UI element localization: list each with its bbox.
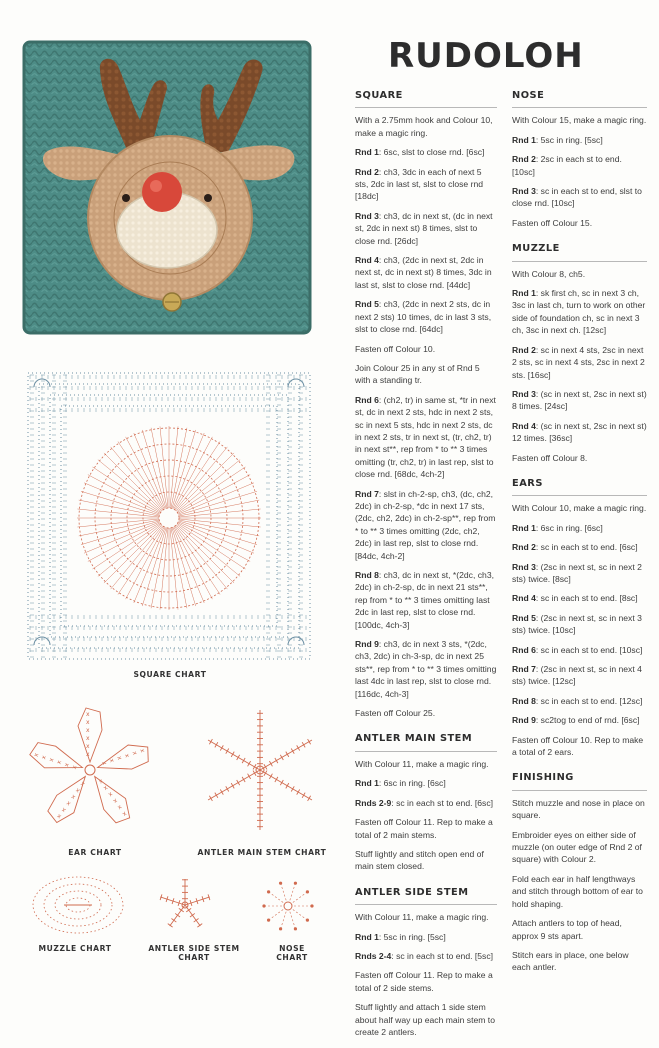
square-row bbox=[355, 210, 497, 247]
antler-side-row bbox=[355, 931, 497, 943]
square-row-label: Rnd 3 bbox=[355, 210, 379, 221]
antler-side-intro: With Colour 11, make a magic ring. bbox=[355, 912, 489, 923]
svg-text:x: x bbox=[55, 759, 64, 766]
antler-side-fasten: Fasten off Colour 11. Rep to make a total of 2 side stems. bbox=[355, 970, 493, 993]
square-row bbox=[355, 488, 497, 562]
svg-text:x: x bbox=[116, 803, 124, 812]
square-row bbox=[355, 298, 497, 335]
antler-side-row-label: Rnd 1 bbox=[355, 931, 379, 942]
square-row-label: Rnd 5 bbox=[355, 299, 379, 310]
square-row-label: Rnd 2 bbox=[355, 166, 379, 177]
muzzle-fasten: Fasten off Colour 8. bbox=[512, 452, 588, 463]
ears-row bbox=[512, 644, 647, 656]
muzzle-row-text: : sk first ch, sc in next 3 ch, 3sc in last ch, turn to work on other side of foundation ch, sc in next 3 ch, 3sc in next ch. [12sc] bbox=[512, 288, 646, 336]
finishing-item: Fold each ear in half lengthways and stitch through bottom of ear to hold shaping. bbox=[512, 873, 643, 909]
nose-row bbox=[512, 134, 647, 146]
square-row bbox=[355, 394, 497, 481]
square-row-text: : ch3, dc in next st, *(2dc, ch3, 2dc) in ch-2-sp, dc in next 21 sts**, rep from * to ** 3 times omitting last 2dc in last rep, slst to close rnd. [100dc, 4ch-3] bbox=[355, 570, 494, 630]
antler-main-row bbox=[355, 797, 497, 809]
square-section bbox=[355, 90, 497, 719]
nose-row-label: Rnd 1 bbox=[512, 134, 536, 145]
square-row-text: : 6sc, slst to close rnd. [6sc] bbox=[378, 147, 485, 158]
antler-main-note: Stuff lightly and stitch open end of main stem closed. bbox=[355, 848, 484, 872]
nose-fasten: Fasten off Colour 15. bbox=[512, 217, 593, 228]
muzzle-row-text: : (sc in next st, 2sc in next st) 12 times. [36sc] bbox=[512, 420, 647, 444]
ears-row bbox=[512, 541, 647, 553]
square-row-text: : slst in ch-2-sp, ch3, (dc, ch2, 2dc) in ch-2-sp, *dc in next 17 sts, (2dc, ch2, 2dc) in ch-2-sp**, rep from * to ** 3 times omitting (2dc, ch2, 2dc) in last rep, slst to close rnd. [84dc, 4ch-2] bbox=[355, 488, 496, 561]
muzzle-row-label: Rnd 2 bbox=[512, 344, 536, 355]
ears-row-text: : sc2tog to end of rnd. [6sc] bbox=[535, 715, 640, 726]
antler-side-row-label: Rnds 2-4 bbox=[355, 950, 392, 961]
ears-row-label: Rnd 1 bbox=[512, 522, 536, 533]
antler-side-note: Stuff lightly and attach 1 side stem about half way up each main stem to create 2 antlers. bbox=[355, 1002, 495, 1037]
muzzle-intro: With Colour 8, ch5. bbox=[512, 268, 586, 279]
nose-row-text: : 2sc in each st to end. [10sc] bbox=[512, 154, 622, 177]
square-row-label: Rnd 6 bbox=[355, 394, 379, 405]
nose-heading: NOSE bbox=[512, 90, 647, 108]
antler-side-row bbox=[355, 950, 497, 962]
antler-main-heading: ANTLER MAIN STEM bbox=[355, 733, 497, 751]
square-fasten-2: Fasten off Colour 25. bbox=[355, 708, 436, 719]
ears-row bbox=[512, 592, 647, 604]
square-row bbox=[355, 569, 497, 631]
ears-row bbox=[512, 695, 647, 707]
ears-row-text: : sc in each st to end. [8sc] bbox=[535, 593, 638, 604]
square-row bbox=[355, 166, 497, 203]
ears-row bbox=[512, 522, 647, 534]
svg-text:x: x bbox=[74, 786, 82, 795]
ears-row-text: : sc in each st to end. [6sc] bbox=[535, 542, 638, 553]
square-row-text: : ch3, (2dc in next 2 sts, dc in next 2 sts) 10 times, dc in last 3 sts, slst to close rnd. [64dc] bbox=[355, 299, 492, 335]
square-row-label: Rnd 8 bbox=[355, 570, 379, 580]
svg-text:x: x bbox=[32, 752, 41, 758]
muzzle-chart-caption: MUZZLE CHART bbox=[38, 944, 112, 953]
svg-text:x: x bbox=[106, 790, 114, 799]
square-row bbox=[355, 254, 497, 291]
antler-side-chart-caption: ANTLER SIDE STEM CHART bbox=[148, 944, 240, 962]
muzzle-chart bbox=[28, 875, 128, 935]
nose-chart-caption: NOSE CHART bbox=[276, 944, 308, 962]
square-heading: SQUARE bbox=[355, 90, 497, 108]
nose-row-text: : 5sc in ring. [5sc] bbox=[535, 134, 603, 145]
ears-row bbox=[512, 612, 647, 637]
ears-row-label: Rnd 2 bbox=[512, 542, 536, 553]
ears-row-label: Rnd 5 bbox=[512, 612, 536, 623]
svg-text:x: x bbox=[123, 752, 131, 759]
nose-chart bbox=[258, 878, 318, 934]
ears-heading: EARS bbox=[512, 478, 647, 496]
muzzle-row-label: Rnd 1 bbox=[512, 288, 536, 299]
svg-text:x: x bbox=[130, 750, 139, 756]
antler-main-section bbox=[355, 733, 497, 872]
svg-text:x: x bbox=[115, 755, 124, 761]
square-row-label: Rnd 7 bbox=[355, 488, 379, 499]
square-join: Join Colour 25 in any st of Rnd 5 with a standing tr. bbox=[355, 362, 480, 386]
antler-main-row-text: : sc in each st to end. [6sc] bbox=[391, 797, 494, 808]
nose-row bbox=[512, 153, 647, 178]
svg-text:x: x bbox=[65, 799, 73, 808]
nose-intro: With Colour 15, make a magic ring. bbox=[512, 115, 647, 126]
finishing-item: Stitch ears in place, one below each antler. bbox=[512, 949, 629, 973]
square-row bbox=[355, 146, 497, 158]
nose-section bbox=[512, 90, 647, 229]
antler-main-row-text: : 6sc in ring. [6sc] bbox=[378, 778, 446, 789]
svg-text:x: x bbox=[86, 719, 90, 726]
svg-text:x: x bbox=[55, 812, 63, 821]
ears-row-label: Rnd 7 bbox=[512, 664, 536, 674]
muzzle-row bbox=[512, 388, 647, 413]
square-intro: With a 2.75mm hook and Colour 10, make a magic ring. bbox=[355, 115, 493, 138]
muzzle-section bbox=[512, 243, 647, 464]
muzzle-row bbox=[512, 344, 647, 381]
crochet-square-photo bbox=[22, 40, 312, 335]
nose-row-text: : sc in each st to end, slst to close rnd. [10sc] bbox=[512, 186, 642, 209]
svg-text:x: x bbox=[86, 727, 90, 734]
antler-main-stem-chart bbox=[195, 705, 325, 835]
antler-side-section bbox=[355, 887, 497, 1039]
antler-main-fasten: Fasten off Colour 11. Rep to make a total of 2 main stems. bbox=[355, 817, 493, 840]
antler-side-stem-chart bbox=[150, 875, 220, 935]
square-row-text: : ch3, dc in next 3 sts, *(2dc, ch3, 2dc) in ch-3-sp, dc in next 25 sts**, rep from * to ** 3 times omitting last 4dc in last rep, slst to close rnd. [116dc, 4ch-3] bbox=[355, 639, 497, 699]
ears-intro: With Colour 10, make a magic ring. bbox=[512, 503, 647, 514]
finishing-item: Stitch muzzle and nose in place on square. bbox=[512, 797, 645, 821]
svg-text:x: x bbox=[100, 760, 108, 766]
ears-row-text: : 6sc in ring. [6sc] bbox=[535, 522, 603, 533]
ears-row-text: : sc in each st to end. [12sc] bbox=[535, 695, 643, 706]
finishing-section bbox=[512, 772, 647, 973]
nose-row-label: Rnd 3 bbox=[512, 186, 536, 197]
ears-row-label: Rnd 6 bbox=[512, 644, 536, 655]
square-row bbox=[355, 638, 497, 700]
ears-row-text: : sc in each st to end. [10sc] bbox=[535, 644, 643, 655]
ears-row-text: : (2sc in next st, sc in next 3 sts) twice. [10sc] bbox=[512, 612, 642, 636]
finishing-item: Embroider eyes on either side of muzzle (on outer edge of Rnd 2 of square) with Colour 2. bbox=[512, 829, 642, 865]
muzzle-row bbox=[512, 287, 647, 337]
square-row-text: : ch3, (2dc in next st, 2dc in next st, dc in next st) 8 times, 3dc in last st, slst to close rnd. [44dc] bbox=[355, 255, 492, 290]
svg-text:x: x bbox=[69, 792, 77, 801]
square-row-text: : (ch2, tr) in same st, *tr in next st, dc in next 2 sts, hdc in next 2 sts, sc in next 5 sts, hdc in next 2 sts, dc in next 2 sts, tr in next st, (tr, ch2, tr) in next st**, rep from * to ** 3 times omitting (tr, ch2, tr) in last rep, slst to close rnd. [68dc, 4ch-2] bbox=[355, 394, 496, 480]
svg-text:x: x bbox=[86, 735, 90, 742]
ears-row-label: Rnd 8 bbox=[512, 695, 536, 706]
svg-text:x: x bbox=[60, 805, 68, 814]
svg-text:x: x bbox=[63, 762, 71, 768]
ears-row-label: Rnd 3 bbox=[512, 561, 536, 572]
antler-main-row-label: Rnds 2-9 bbox=[355, 797, 392, 808]
svg-text:x: x bbox=[86, 743, 90, 750]
antler-main-chart-caption: ANTLER MAIN STEM CHART bbox=[197, 848, 327, 857]
svg-text:x: x bbox=[107, 757, 116, 764]
antler-main-intro: With Colour 11, make a magic ring. bbox=[355, 758, 489, 769]
square-chart bbox=[22, 367, 316, 665]
ears-row-label: Rnd 9 bbox=[512, 715, 536, 726]
ears-row bbox=[512, 561, 647, 586]
svg-text:x: x bbox=[120, 809, 128, 818]
muzzle-row-label: Rnd 3 bbox=[512, 388, 536, 399]
antler-side-row-text: : 5sc in ring. [5sc] bbox=[378, 931, 446, 942]
pattern-column-left bbox=[355, 90, 497, 1048]
muzzle-row-label: Rnd 4 bbox=[512, 420, 536, 431]
square-fasten-1: Fasten off Colour 10. bbox=[355, 343, 436, 354]
antler-side-row-text: : sc in each st to end. [5sc] bbox=[391, 950, 494, 961]
muzzle-row-text: : (sc in next st, 2sc in next st) 8 times. [24sc] bbox=[512, 388, 647, 412]
square-row-label: Rnd 9 bbox=[355, 639, 379, 650]
antler-side-heading: ANTLER SIDE STEM bbox=[355, 887, 497, 905]
ears-row bbox=[512, 663, 647, 688]
svg-text:x: x bbox=[86, 711, 90, 718]
svg-text:x: x bbox=[102, 783, 110, 792]
svg-text:x: x bbox=[97, 777, 105, 786]
muzzle-row-text: : sc in next 4 sts, 2sc in next 2 sts, sc in next 4 sts, 2sc in next 2 sts. [16sc] bbox=[512, 344, 645, 380]
ears-row-text: : (2sc in next st, sc in next 2 sts) twice. [8sc] bbox=[512, 561, 642, 584]
nose-row bbox=[512, 185, 647, 210]
svg-text:x: x bbox=[111, 796, 119, 805]
square-chart-caption: SQUARE CHART bbox=[133, 670, 207, 679]
ear-chart-caption: EAR CHART bbox=[68, 848, 122, 857]
square-row-text: : ch3, dc in next st, (dc in next st, 2dc in next st) 8 times, slst to close rnd. [26dc] bbox=[355, 210, 493, 246]
ears-row-text: : (2sc in next st, sc in next 4 sts) twice. [12sc] bbox=[512, 664, 642, 687]
ears-row bbox=[512, 714, 647, 726]
antler-main-row-label: Rnd 1 bbox=[355, 778, 379, 789]
muzzle-row bbox=[512, 420, 647, 445]
page-title: RUDOLOH bbox=[388, 36, 584, 76]
svg-text:x: x bbox=[79, 779, 87, 788]
muzzle-heading: MUZZLE bbox=[512, 243, 647, 261]
nose-row-label: Rnd 2 bbox=[512, 154, 536, 165]
ear-chart bbox=[20, 700, 170, 840]
finishing-heading: FINISHING bbox=[512, 772, 647, 790]
svg-text:x: x bbox=[47, 757, 56, 763]
square-row-text: : ch3, 3dc in each of next 5 sts, 2dc in last st, slst to close rnd [18dc] bbox=[355, 166, 483, 202]
ears-section bbox=[512, 478, 647, 759]
svg-text:x: x bbox=[70, 764, 79, 771]
square-row-label: Rnd 1 bbox=[355, 147, 379, 158]
svg-text:x: x bbox=[86, 751, 90, 758]
svg-text:x: x bbox=[40, 754, 49, 761]
antler-main-row bbox=[355, 777, 497, 789]
square-row-label: Rnd 4 bbox=[355, 255, 379, 266]
svg-text:x: x bbox=[138, 747, 146, 754]
finishing-item: Attach antlers to top of head, approx 9 sts apart. bbox=[512, 918, 622, 941]
pattern-column-right bbox=[512, 90, 647, 984]
ears-fasten: Fasten off Colour 10. Rep to make a total of 2 ears. bbox=[512, 734, 644, 758]
ears-row-label: Rnd 4 bbox=[512, 593, 536, 604]
